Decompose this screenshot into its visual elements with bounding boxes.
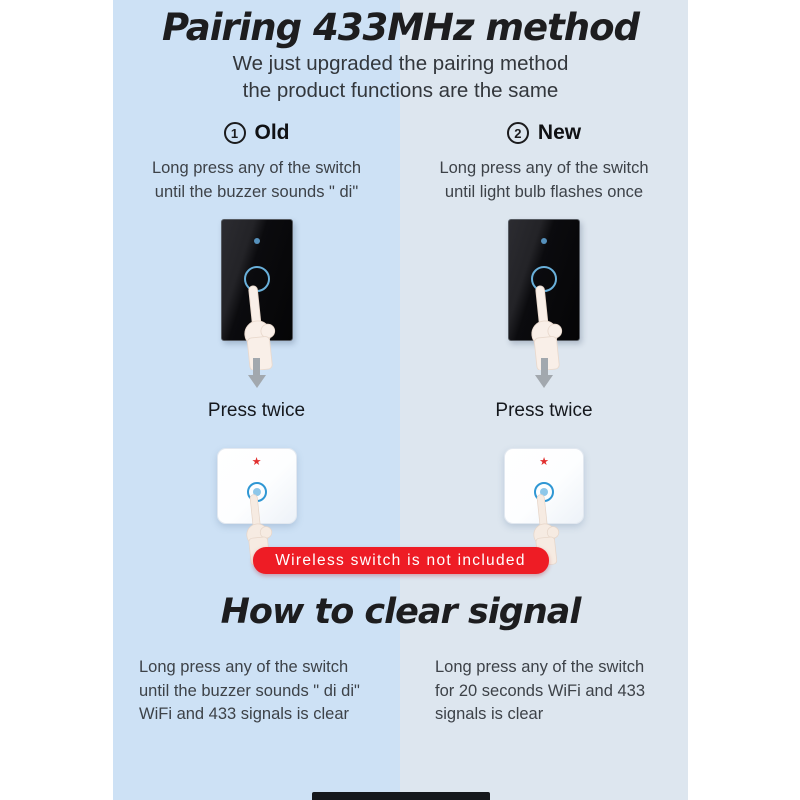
star-icon: ★ — [251, 456, 262, 468]
clear-new-line-3: signals is clear — [435, 705, 544, 723]
down-arrow-icon — [535, 358, 553, 388]
subtitle-line-1: We just upgraded the pairing method — [232, 52, 569, 75]
new-desc-line-1: Long press any of the switch — [439, 159, 649, 177]
new-label: New — [537, 121, 582, 144]
down-arrow-icon — [248, 358, 266, 388]
clear-new-line-1: Long press any of the switch — [435, 658, 645, 676]
infographic-content — [113, 0, 688, 800]
wireless-not-included-banner: Wireless switch is not included — [253, 547, 549, 574]
wifi-indicator-icon — [541, 238, 547, 244]
clear-signal-new-instructions — [435, 656, 685, 727]
bottom-bar — [312, 792, 490, 800]
star-icon: ★ — [539, 456, 549, 468]
new-press-twice-label: Press twice — [495, 400, 593, 421]
old-label: Old — [254, 121, 290, 144]
old-method-description — [113, 157, 400, 204]
black-switch-panel — [221, 219, 293, 341]
subtitle-line-2: the product functions are the same — [242, 79, 559, 102]
wifi-indicator-icon — [254, 238, 260, 244]
number-1-icon: 1 — [224, 122, 246, 144]
white-wireless-switch-panel — [504, 448, 584, 524]
new-desc-line-2: until light bulb flashes once — [444, 182, 644, 201]
clear-signal-title: How to clear signal — [220, 592, 581, 632]
new-method-header — [400, 121, 688, 145]
old-desc-line-1: Long press any of the switch — [151, 159, 362, 177]
white-wireless-switch-panel — [217, 448, 297, 524]
new-method-description — [400, 157, 688, 204]
black-switch-panel — [508, 219, 580, 341]
clear-old-line-3: WiFi and 433 signals is clear — [139, 705, 350, 723]
clear-signal-old-instructions — [139, 656, 389, 727]
page-title: Pairing 433MHz method — [161, 6, 640, 49]
clear-old-line-1: Long press any of the switch — [139, 658, 349, 676]
clear-old-line-2: until the buzzer sounds " di di" — [139, 681, 360, 700]
old-desc-line-2: until the buzzer sounds " di" — [154, 182, 359, 201]
old-method-header — [113, 121, 400, 145]
number-2-icon: 2 — [507, 122, 529, 144]
old-press-twice-label: Press twice — [207, 400, 306, 421]
clear-new-line-2: for 20 seconds WiFi and 433 — [435, 681, 646, 700]
